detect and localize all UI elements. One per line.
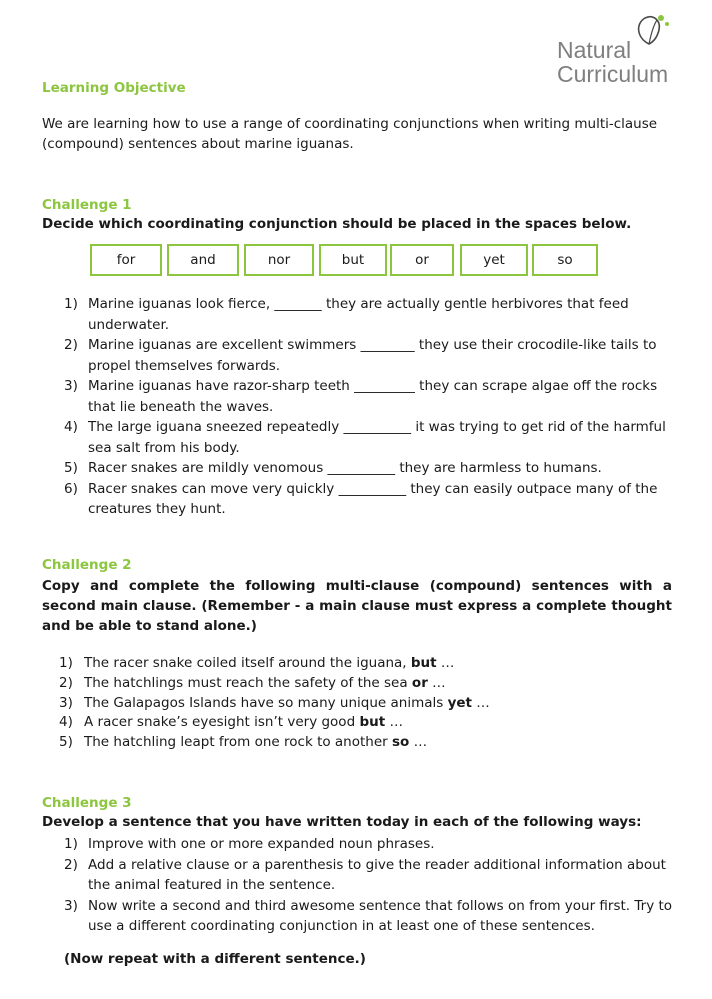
- item-number: 2): [59, 674, 73, 691]
- item-ellipsis: …: [427, 674, 446, 691]
- list-item: [64, 417, 684, 458]
- item-conjunction: yet: [447, 694, 472, 711]
- item-ellipsis: …: [409, 734, 428, 751]
- list-item: [59, 694, 619, 714]
- learning-objective-text: We are learning how to use a range of coordinating conjunctions when writing multi-clause (compound) sentences about marine iguanas.: [42, 116, 658, 152]
- item-text: The hatchlings must reach the safety of the sea: [84, 674, 412, 691]
- item-number: 4): [59, 714, 73, 731]
- list-item: [64, 294, 684, 335]
- item-text: Improve with one or more expanded noun phrases.: [88, 836, 435, 852]
- challenge-1-heading: Challenge 1: [42, 197, 132, 213]
- item-text: Now write a second and third awesome sentence that follows on from your first. Try to use a different coordinating conjunction in at least one of these sentences.: [88, 897, 673, 934]
- challenge-3-heading: Challenge 3: [42, 795, 132, 811]
- item-text: Add a relative clause or a parenthesis to give the reader additional information about the animal featured in the sentence.: [88, 856, 666, 893]
- item-number: 1): [59, 655, 73, 671]
- item-text: A racer snake’s eyesight isn’t very good: [84, 714, 360, 731]
- natural-curriculum-logo: [549, 10, 694, 90]
- challenge-2-heading: Challenge 2: [42, 557, 132, 573]
- conjunction-box-for: for: [90, 244, 162, 276]
- item-text: Marine iguanas look fierce, _______ they are actually gentle herbivores that feed underwater.: [88, 296, 629, 333]
- challenge-3-footer: (Now repeat with a different sentence.): [64, 951, 366, 967]
- learning-objective-heading: Learning Objective: [42, 80, 186, 96]
- challenge-3-instruction: Develop a sentence that you have written today in each of the following ways:: [42, 814, 642, 830]
- conjunction-box-or: or: [390, 244, 454, 276]
- logo-line-2: Curriculum: [557, 61, 669, 87]
- item-ellipsis: …: [436, 655, 455, 671]
- item-number: 3): [59, 694, 73, 711]
- item-text: The large iguana sneezed repeatedly __________ it was trying to get rid of the harmful sea salt from his body.: [88, 419, 666, 456]
- item-ellipsis: …: [385, 714, 403, 731]
- list-item: [64, 335, 684, 376]
- conjunction-box-yet: yet: [460, 244, 528, 276]
- conjunction-box-but: but: [319, 244, 387, 276]
- item-conjunction: so: [392, 734, 410, 751]
- item-ellipsis: …: [472, 694, 490, 711]
- item-text: Racer snakes are mildly venomous __________ they are harmless to humans.: [88, 460, 602, 476]
- list-item: [64, 834, 684, 855]
- list-item: [64, 855, 684, 896]
- list-item: [59, 733, 619, 753]
- item-number: 2): [64, 856, 78, 873]
- item-text: The Galapagos Islands have so many unique animals: [84, 694, 448, 711]
- item-text: The hatchling leapt from one rock to another: [84, 734, 392, 751]
- challenge-2-instruction: Copy and complete the following multi-clause (compound) sentences with a second main clause. (Remember - a main clause must express a complete thought and be able to stand alone.): [42, 578, 672, 634]
- item-conjunction: but: [359, 714, 386, 731]
- item-number: 5): [64, 460, 78, 476]
- challenge-1-list: [64, 294, 684, 520]
- item-number: 4): [64, 419, 78, 435]
- item-text: The racer snake coiled itself around the iguana,: [84, 655, 411, 671]
- item-number: 1): [64, 836, 78, 852]
- list-item: [59, 674, 619, 694]
- conjunction-box-so: so: [532, 244, 598, 276]
- logo-line-1: Natural: [557, 37, 632, 63]
- item-number: 5): [59, 734, 73, 751]
- item-number: 2): [64, 337, 78, 353]
- item-text: Marine iguanas are excellent swimmers ________ they use their crocodile-like tails to propel themselves forwards.: [88, 337, 657, 374]
- item-conjunction: but: [410, 655, 437, 671]
- conjunction-box-and: and: [167, 244, 239, 276]
- challenge-3-list: [64, 834, 684, 937]
- item-number: 1): [64, 296, 78, 312]
- list-item: [64, 376, 684, 417]
- list-item: [59, 713, 619, 733]
- conjunction-box-nor: nor: [244, 244, 314, 276]
- item-text: Marine iguanas have razor-sharp teeth _________ they can scrape algae off the rocks that lie beneath the waves.: [88, 378, 658, 415]
- item-text: Racer snakes can move very quickly __________ they can easily outpace many of the creatures they hunt.: [88, 480, 658, 517]
- challenge-2-list: [59, 654, 619, 753]
- list-item: [59, 654, 619, 674]
- item-number: 3): [64, 378, 78, 394]
- list-item: [64, 458, 684, 479]
- item-number: 6): [64, 480, 78, 497]
- item-conjunction: or: [411, 674, 428, 691]
- list-item: [64, 896, 684, 937]
- item-number: 3): [64, 897, 78, 914]
- list-item: [64, 479, 684, 520]
- challenge-1-instruction: Decide which coordinating conjunction should be placed in the spaces below.: [42, 216, 632, 232]
